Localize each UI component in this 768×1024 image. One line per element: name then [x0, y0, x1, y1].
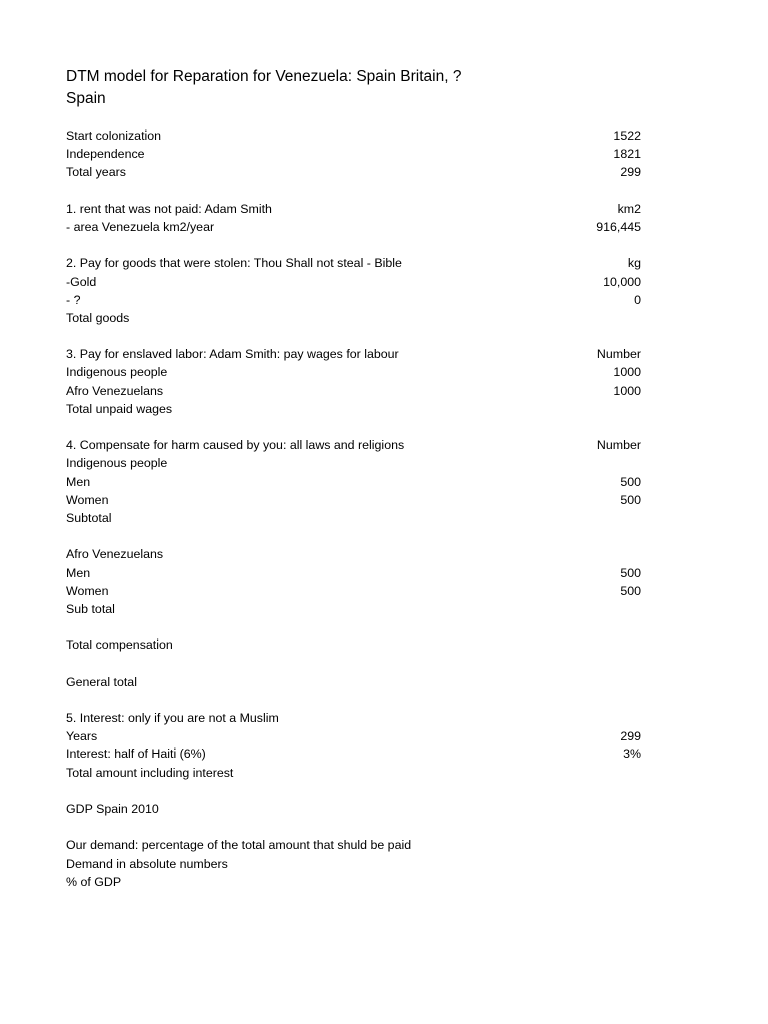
table-row [66, 382, 641, 400]
table-row [66, 454, 641, 472]
table-row [66, 636, 641, 654]
table-row [66, 582, 641, 600]
row-label: -Gold [66, 274, 97, 289]
blank-row [66, 818, 641, 836]
row-label: Sub total [66, 601, 115, 616]
row-value: 1522 [613, 129, 641, 143]
table-row [66, 764, 641, 782]
row-value: 1821 [613, 147, 641, 162]
row-label: Demand in absolute numbers [66, 856, 228, 871]
row-label: - ? [66, 292, 81, 307]
document-page [66, 66, 641, 891]
table-row [66, 545, 641, 563]
table-row [66, 273, 641, 291]
table-row [66, 200, 641, 218]
row-value: 10,000 [603, 274, 641, 289]
row-value: 500 [620, 474, 641, 489]
table-row [66, 436, 641, 454]
row-label: GDP Spain 2010 [66, 801, 159, 816]
row-label: Women [66, 492, 109, 507]
table-row [66, 509, 641, 527]
row-value: 500 [620, 565, 641, 580]
table-row [66, 800, 641, 818]
table-row [66, 491, 641, 509]
table-row [66, 291, 641, 309]
row-value: 1000 [613, 365, 641, 380]
row-value: 916,445 [596, 219, 641, 234]
row-value: Number [596, 347, 641, 362]
row-label: 2. Pay for goods that were stolen: Thou Shall not steal - Bible [66, 256, 402, 271]
document-subtitle: Spain [66, 90, 106, 107]
table-row [66, 855, 641, 873]
blank-row [66, 182, 641, 200]
table-row [66, 727, 641, 745]
row-value: kg [627, 256, 641, 271]
row-label: Indigenous people [66, 456, 168, 471]
row-label: Afro Venezuelans [66, 383, 164, 398]
table-row [66, 218, 641, 236]
table-row [66, 127, 641, 145]
row-label: Women [66, 583, 109, 598]
table-row [66, 473, 641, 491]
row-label: Afro Venezuelans [66, 547, 164, 562]
row-value: 0 [634, 292, 641, 307]
row-label: Years [66, 729, 98, 744]
table-row [66, 345, 641, 363]
row-label: % of GDP [66, 874, 122, 889]
table-row [66, 673, 641, 691]
blank-row [66, 691, 641, 709]
row-label: Total goods [66, 310, 130, 325]
table-row [66, 163, 641, 181]
row-label: 4. Compensate for harm caused by you: all laws and religions [66, 438, 405, 453]
row-label: Indigenous people [66, 365, 168, 380]
row-label: Independence [66, 147, 145, 162]
table-row [66, 709, 641, 727]
document-title: DTM model for Reparation for Venezuela: Spain Britain, ? [66, 68, 462, 85]
row-label: - area Venezuela km2/year [66, 219, 215, 234]
row-value: Number [596, 438, 641, 453]
table-row [66, 254, 641, 272]
row-value: 500 [620, 583, 641, 598]
row-label: 1. rent that was not paid: Adam Smith [66, 201, 272, 216]
table-row [66, 600, 641, 618]
table-row [66, 873, 641, 891]
table-row [66, 400, 641, 418]
blank-row [66, 618, 641, 636]
row-label: Total unpaid wages [66, 401, 173, 416]
row-label: Total years [66, 165, 126, 180]
row-value: 3% [623, 747, 641, 762]
row-label: 3. Pay for enslaved labor: Adam Smith: pay wages for labour [66, 347, 399, 362]
blank-row [66, 654, 641, 672]
row-label: Our demand: percentage of the total amount that shuld be paid [66, 838, 412, 853]
row-label: Total compensati̇on [66, 638, 173, 653]
table-row [66, 836, 641, 854]
blank-row [66, 782, 641, 800]
row-value: 1000 [613, 383, 641, 398]
blank-row [66, 527, 641, 545]
table-row [66, 745, 641, 763]
row-value: 299 [620, 729, 641, 744]
row-label: Interest: half of Haiti̇ (6%) [66, 747, 206, 762]
row-label: General total [66, 674, 137, 689]
blank-row [66, 327, 641, 345]
table-row [66, 564, 641, 582]
table-row [66, 363, 641, 381]
row-value: 299 [620, 165, 641, 180]
row-label: Start colonizati̇on [66, 129, 162, 143]
row-label: Subtotal [66, 510, 112, 525]
row-label: Men [66, 565, 91, 580]
blank-row [66, 418, 641, 436]
data-table [66, 127, 641, 891]
table-row [66, 145, 641, 163]
row-label: Total amount including interest [66, 765, 234, 780]
row-value: km2 [617, 201, 641, 216]
table-row [66, 309, 641, 327]
row-label: Men [66, 474, 91, 489]
blank-row [66, 236, 641, 254]
row-label: 5. Interest: only if you are not a Muslim [66, 711, 279, 725]
row-value: 500 [620, 492, 641, 507]
